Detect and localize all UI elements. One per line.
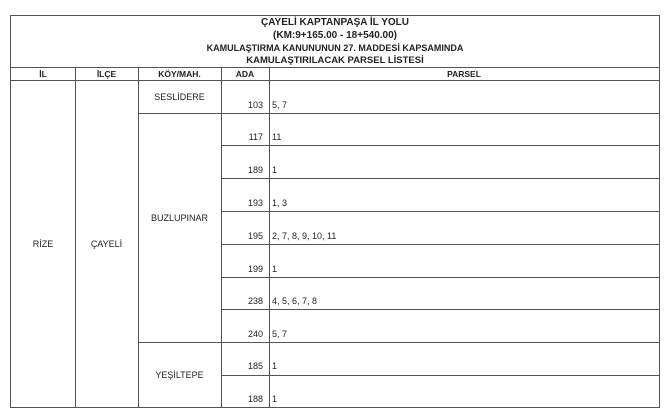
parcel-list-document: [10, 15, 660, 408]
title-road-name: ÇAYELİ KAPTANPAŞA İL YOLU: [261, 17, 409, 28]
ada-value: 238: [247, 296, 263, 306]
village-cell-yesiltepe: [138, 342, 221, 407]
title-km-range: (KM:9+165.00 - 18+540.00): [273, 29, 397, 41]
row-divider: [221, 244, 659, 245]
parsel-value: 2, 7, 8, 9, 10, 11: [272, 231, 337, 241]
title-list-name: KAMULAŞTIRILACAK PARSEL LİSTESİ: [246, 54, 424, 66]
title-law-article: KAMULAŞTIRMA KANUNUNUN 27. MADDESİ KAPSAMINDA: [206, 43, 464, 53]
parsel-value: 4, 5, 6, 7, 8: [272, 296, 318, 306]
parsel-value: 5, 7: [272, 100, 288, 110]
parsel-value: 1: [272, 361, 278, 371]
parsel-value: 1: [272, 264, 278, 274]
row-divider: [221, 277, 659, 278]
province-cell: [11, 80, 75, 407]
parsel-value: 1: [272, 165, 278, 175]
district-cell: [75, 80, 138, 407]
row-divider: [221, 309, 659, 310]
ada-value: 240: [247, 329, 263, 339]
ada-value: 199: [247, 264, 263, 274]
ada-value: 193: [247, 198, 263, 208]
column-header-ilce: İLÇE: [96, 69, 117, 79]
row-divider: [221, 375, 659, 376]
village-name: YEŞİLTEPE: [155, 369, 204, 380]
column-header-parsel: PARSEL: [447, 69, 481, 79]
village-cell-buzlupinar: [138, 113, 221, 342]
village-name: SESLİDERE: [154, 92, 205, 102]
parsel-value: 11: [272, 132, 282, 142]
ada-value: 195: [247, 231, 263, 241]
ada-value: 103: [247, 100, 263, 110]
village-cell-seslidere: [138, 80, 221, 113]
column-header-koy: KÖY/MAH.: [158, 69, 201, 79]
province-value: RİZE: [32, 238, 54, 249]
row-divider: [221, 145, 659, 146]
ada-value: 185: [247, 361, 263, 371]
parsel-value: 1, 3: [272, 198, 288, 208]
parsel-value: 5, 7: [272, 329, 288, 339]
ada-value: 189: [247, 165, 263, 175]
village-name: BUZLUPINAR: [150, 213, 208, 223]
column-header-il: İL: [39, 69, 47, 79]
ada-value: 117: [248, 132, 263, 142]
parsel-value: 1: [272, 394, 278, 404]
row-divider: [221, 211, 659, 212]
ada-value: 188: [247, 394, 263, 404]
document-title-block: [11, 16, 659, 68]
column-header-ada: ADA: [235, 69, 255, 79]
district-value: ÇAYELİ: [90, 238, 123, 249]
row-divider: [221, 178, 659, 179]
